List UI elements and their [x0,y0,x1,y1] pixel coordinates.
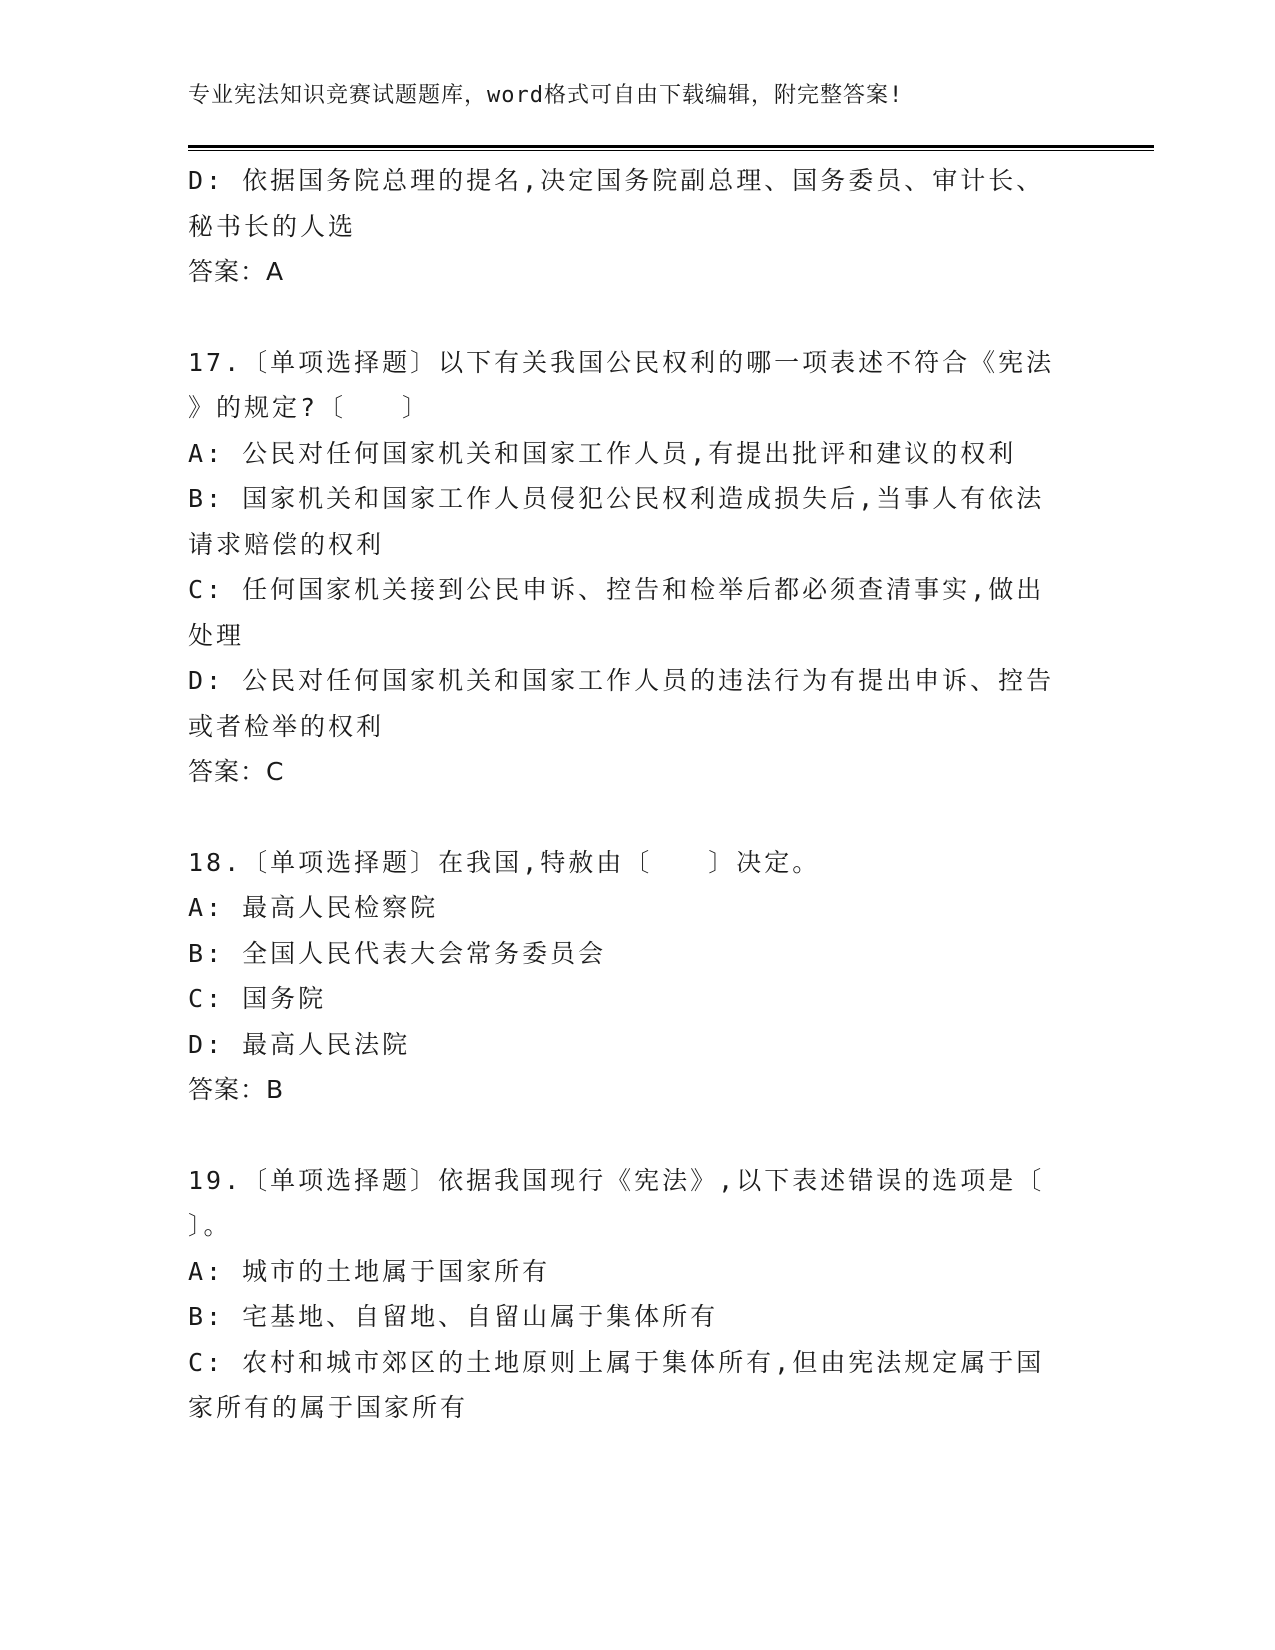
question-17 [188,340,1088,795]
answer: 答案：C [188,757,285,786]
option-c: C: 国务院 [188,984,327,1013]
option-c-line-1: C: 任何国家机关接到公民申诉、控告和检举后都必须查清事实,做出 [188,575,1045,604]
option-c-line-1: C: 农村和城市郊区的土地原则上属于集体所有,但由宪法规定属于国 [188,1347,1045,1377]
spacer [188,795,1088,840]
question-18 [188,840,1088,1113]
spacer [188,295,1088,340]
question-19 [188,1158,1088,1431]
option-c-line-2: 处理 [188,620,245,650]
option-d-line-2: 或者检举的权利 [188,711,385,741]
spacer [188,1113,1088,1158]
question-stem-line-1: 19.〔单项选择题〕依据我国现行《宪法》,以下表述错误的选项是〔 [188,1165,1045,1195]
question-stem-line-1: 17.〔单项选择题〕以下有关我国公民权利的哪一项表述不符合《宪法 [188,347,1055,377]
answer: 答案：A [188,257,285,286]
header-rule-thick [188,145,1154,148]
option-d: D: 最高人民法院 [188,1029,411,1059]
question-stem: 18.〔单项选择题〕在我国,特赦由〔 〕决定。 [188,847,821,877]
option-a: A: 公民对任何国家机关和国家工作人员,有提出批评和建议的权利 [188,438,1017,468]
page-header: 专业宪法知识竞赛试题题库，word格式可自由下载编辑，附完整答案! [188,83,904,108]
option-b-line-1: B: 国家机关和国家工作人员侵犯公民权利造成损失后,当事人有依法 [188,484,1045,513]
option-b-line-2: 请求赔偿的权利 [188,529,385,559]
option-d-line-1: D: 公民对任何国家机关和国家工作人员的违法行为有提出申诉、控告 [188,666,1055,695]
header-rule-thin [188,150,1154,151]
option-d-line-1: D: 依据国务院总理的提名,决定国务院副总理、国务委员、审计长、 [188,166,1045,195]
question-stem-line-2: 》的规定?〔 〕 [188,393,431,422]
question-16-tail [188,158,1088,295]
option-d-line-2: 秘书长的人选 [188,211,357,241]
option-b: B: 宅基地、自留地、自留山属于集体所有 [188,1302,719,1331]
option-a: A: 城市的土地属于国家所有 [188,1256,551,1286]
option-c-line-2: 家所有的属于国家所有 [188,1393,469,1422]
answer: 答案：B [188,1075,285,1104]
question-stem-line-2: 〕。 [188,1211,232,1240]
option-a: A: 最高人民检察院 [188,893,439,922]
document-body [188,158,1088,1431]
option-b: B: 全国人民代表大会常务委员会 [188,938,607,968]
